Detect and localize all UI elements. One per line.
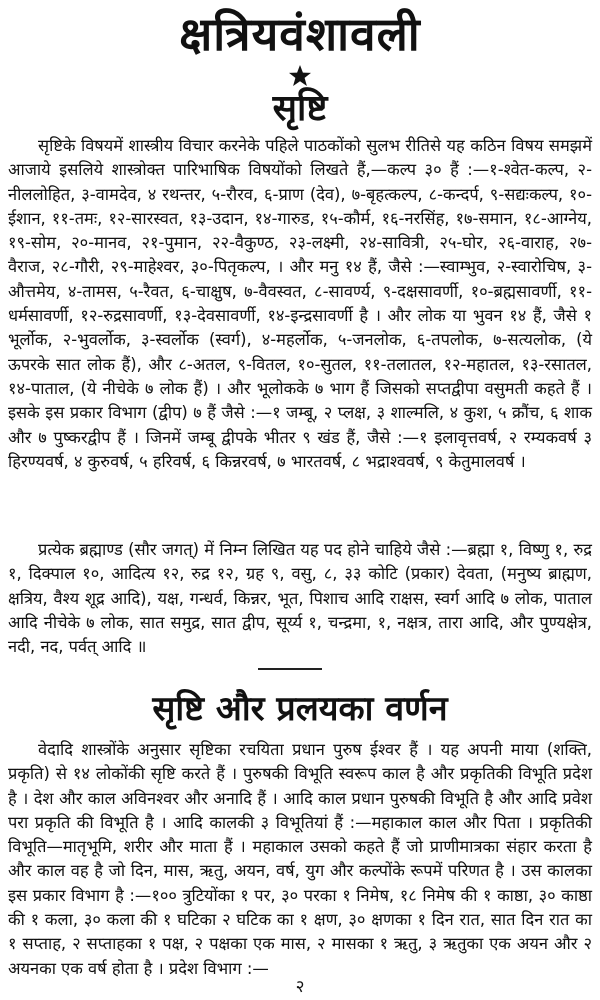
section-heading-creation: सृष्टि: [272, 88, 328, 129]
section-heading-creation-and-dissolution: सृष्टि और प्रलयका वर्णन: [152, 689, 448, 729]
paragraph-kalpa-manu-loka: सृष्टिके विषयमें शास्त्रीय विचार करनेके पहिले पाठकोंको सुलभ रीतिसे यह कठिन विषय समझमें आजाये इसलिये शास्त्रोक्त पारिभाषिक विषयोंको लिखते हैं,—कल्प ३० हैं :—१-श्वेत-कल्प, २-नीललोहित, ३-वामदेव, ४ रथन्तर, ५-रौरव, ६-प्राण (देव), ७-बृहत्कल्प, ८-कन्दर्प, ९-सद्यःकल्प, १०-ईशान, ११-तमः, १२-सारस्वत, १३-उदान, १४-गारुड, १५-कौर्म, १६-नरसिंह, १७-समान, १८-आग्नेय, १९-सोम, २०-मानव, २१-पुमान, २२-वैकुण्ठ, २३-लक्ष्मी, २४-सावित्री, २५-घोर, २६-वाराह, २७-वैराज, २८-गौरी, २९-माहेश्वर, ३०-पितृकल्प, । और मनु १४ हैं, जैसे :—स्वाम्भुव, २-स्वारोचिष, ३-औत्तमेय, ४-तामस, ५-रैवत, ६-चाक्षुष, ७-वैवस्वत, ८-सावर्ण्य, ९-दक्षसावर्णी, १०-ब्रह्मसावर्णी, ११-धर्मसावर्णी, १२-रुद्रसावर्णी, १३-देवसावर्णी, १४-इन्द्रसावर्णी है । और लोक या भुवन १४ हैं, जैसे १ भूर्लोक, २-भुवर्लोक, ३-स्वर्लोक (स्वर्ग), ४-महर्लोक, ५-जनलोक, ६-तपलोक, ७-सत्यलोक, (ये ऊपरके सात लोक हैं), और ८-अतल, ९-वितल, १०-सुतल, ११-तलातल, १२-महातल, १३-रसातल, १४-पाताल, (ये नीचेके ७ लोक हैं) । और भूलोकके ७ भाग हैं जिसको सप्तद्वीपा वसुमती कहते हैं । इसके इस प्रकार विभाग (द्वीप) ७ हैं जैसे :—१ जम्बू, २ प्लक्ष, ३ शाल्मलि, ४ कुश, ५ क्रौंच, ६ शाक और ७ पुष्करद्वीप हैं । जिनमें जम्बू द्वीपके भीतर ९ खंड हैं, जैसे :—१ इलावृत्तवर्ष, २ रम्यकवर्ष ३ हिरण्यवर्ष, ४ कुरुवर्ष, ५ हरिवर्ष, ६ किन्नरवर्ष, ७ भारतवर्ष, ८ भद्राश्ववर्ष, ९ केतुमालवर्ष ।: [8, 136, 592, 471]
page-title: क्षत्रियवंशावली: [179, 7, 421, 61]
paragraph-brahmanda: प्रत्येक ब्रह्माण्ड (सौर जगत्) में निम्न लिखित यह पद होने चाहिये जैसे :—ब्रह्मा १, विष्णु १, रुद्र १, दिक्पाल १०, आदित्य १२, रुद्र १२, ग्रह ९, वसु, ८, ३३ कोटि (प्रकार) देवता, (मनुष्य ब्राह्मण, क्षत्रिय, वैश्य शूद्र आदि), यक्ष, गन्धर्व, किन्नर, भूत, पिशाच आदि राक्षस, स्वर्ग आदि ७ लोक, पाताल आदि नीचेके ७ लोक, सात समुद्र, सात द्वीप, सूर्य्य १, चन्द्रमा, १, नक्षत्र, तारा आदि, और पुण्यक्षेत्र, नदी, नद, पर्वत् आदि ॥: [8, 540, 592, 657]
page-number: २: [295, 977, 305, 997]
paragraph-time-divisions: वेदादि शास्त्रोंके अनुसार सृष्टिका रचयिता प्रधान पुरुष ईश्वर हैं । यह अपनी माया (शक्ति, प्रकृति) से १४ लोकोंकी सृष्टि करते हैं । पुरुषकी विभूति स्वरूप काल है और प्रकृतिकी विभूति प्रदेश है । देश और काल अविनश्वर और अनादि हैं । आदि काल प्रधान पुरुषकी विभूति है और आदि प्रवेश परा प्रकृति की विभूति है । आदि कालकी ३ विभूतियां हैं :—महाकाल काल और पिता । प्रकृतिकी विभूति—मातृभूमि, शरीर और माता हैं । महाकाल उसको कहते हैं जो प्राणीमात्रका संहार करता है और काल वह है जो दिन, मास, ऋतु, अयन, वर्ष, युग और कल्पोंके रूपमें परिणत है । उस कालका इस प्रकार विभाग है :—१०० त्रुटियोंका १ पर, ३० परका १ निमेष, १८ निमेष की १ काष्ठा, ३० काष्ठा की १ कला, ३० कला की १ घटिका २ घटिक का १ क्षण, ३० क्षणका १ दिन रात, सात दिन रात का १ सप्ताह, २ सप्ताहका १ पक्ष, २ पक्षका एक मास, २ मासका १ ऋतु, ३ ऋतुका एक अयन और २ अयनका एक वर्ष होता है । प्रदेश विभाग :—: [8, 740, 592, 978]
section-divider: [258, 668, 322, 670]
star-icon: [288, 64, 312, 88]
